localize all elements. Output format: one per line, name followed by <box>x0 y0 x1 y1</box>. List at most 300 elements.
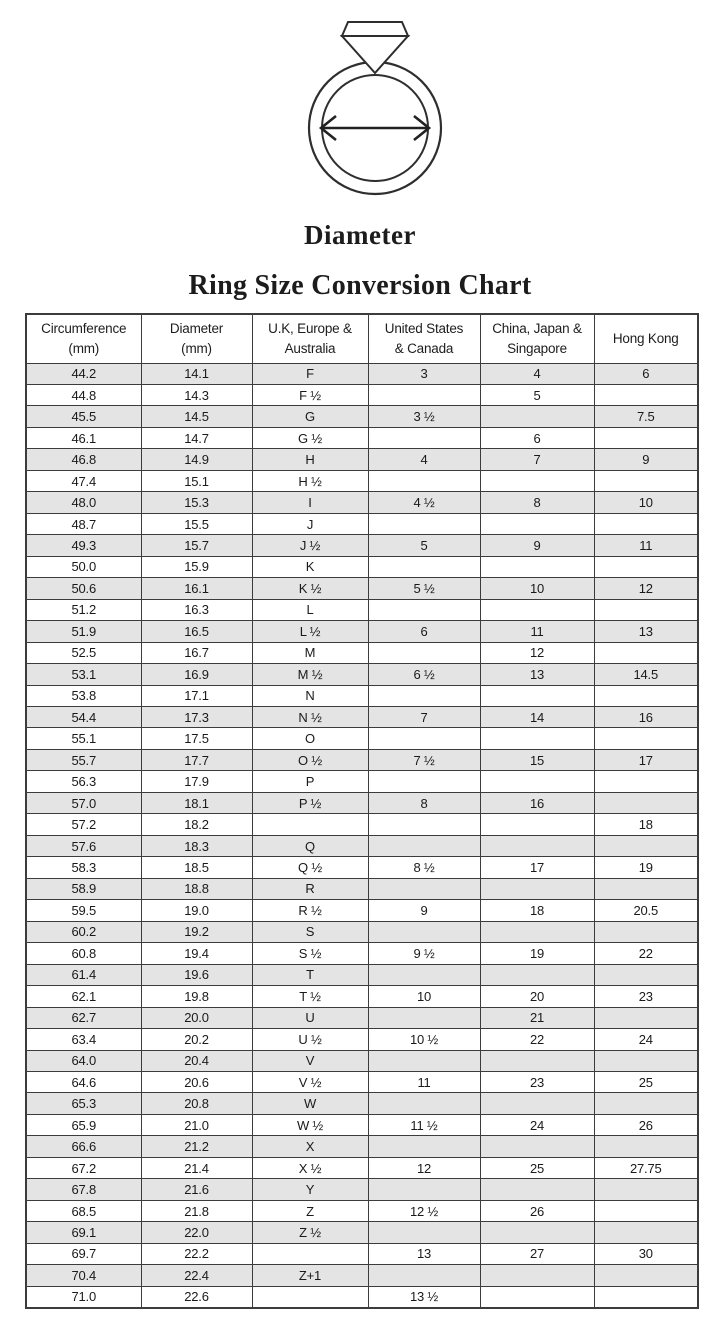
table-row <box>26 578 698 599</box>
table-cell: 15.5 <box>141 513 252 534</box>
table-cell <box>594 1179 698 1200</box>
table-cell: 14.5 <box>594 664 698 685</box>
table-cell: 6 ½ <box>368 664 480 685</box>
table-cell: 4 <box>480 363 594 384</box>
table-cell <box>480 835 594 856</box>
table-cell: 63.4 <box>26 1029 141 1050</box>
table-cell: 14.5 <box>141 406 252 427</box>
table-cell: 68.5 <box>26 1200 141 1221</box>
table-row <box>26 685 698 706</box>
table-cell: 64.6 <box>26 1071 141 1092</box>
table-cell: 19.0 <box>141 900 252 921</box>
table-cell <box>368 685 480 706</box>
table-cell: 18 <box>594 814 698 835</box>
table-cell: 13 <box>594 621 698 642</box>
table-cell: 20.8 <box>141 1093 252 1114</box>
table-cell: 20.6 <box>141 1071 252 1092</box>
table-cell: H <box>252 449 368 470</box>
table-cell: S ½ <box>252 943 368 964</box>
table-cell: 18.3 <box>141 835 252 856</box>
table-cell: M ½ <box>252 664 368 685</box>
table-cell <box>480 685 594 706</box>
table-cell <box>252 814 368 835</box>
table-row <box>26 1222 698 1243</box>
table-cell: 13 <box>368 1243 480 1264</box>
table-cell <box>480 814 594 835</box>
table-cell: 15.1 <box>141 470 252 491</box>
table-cell: 13 ½ <box>368 1286 480 1307</box>
table-cell: P ½ <box>252 792 368 813</box>
table-cell <box>368 1179 480 1200</box>
table-cell: 7 <box>368 707 480 728</box>
table-cell: 9 <box>368 900 480 921</box>
table-cell <box>368 1050 480 1071</box>
table-cell: S <box>252 921 368 942</box>
table-cell: H ½ <box>252 470 368 491</box>
table-cell: 22 <box>480 1029 594 1050</box>
table-cell: 58.9 <box>26 878 141 899</box>
table-cell: 52.5 <box>26 642 141 663</box>
table-cell <box>480 599 594 620</box>
table-cell: 12 <box>368 1157 480 1178</box>
table-cell <box>480 556 594 577</box>
table-row <box>26 986 698 1007</box>
table-cell <box>368 1007 480 1028</box>
table-row <box>26 814 698 835</box>
table-row <box>26 492 698 513</box>
conversion-table <box>25 313 699 1309</box>
table-cell: 21.6 <box>141 1179 252 1200</box>
table-row <box>26 749 698 770</box>
table-cell: 18.5 <box>141 857 252 878</box>
table-cell <box>594 728 698 749</box>
table-cell: 11 <box>368 1071 480 1092</box>
table-cell <box>480 1136 594 1157</box>
table-cell <box>480 1179 594 1200</box>
table-cell <box>594 1093 698 1114</box>
table-cell: U <box>252 1007 368 1028</box>
table-cell: 59.5 <box>26 900 141 921</box>
table-cell: W ½ <box>252 1114 368 1135</box>
table-row <box>26 921 698 942</box>
table-cell: K <box>252 556 368 577</box>
table-cell <box>252 1243 368 1264</box>
table-cell: 10 <box>368 986 480 1007</box>
table-cell: G <box>252 406 368 427</box>
table-cell: 45.5 <box>26 406 141 427</box>
table-cell: 25 <box>594 1071 698 1092</box>
table-cell <box>480 1222 594 1243</box>
table-cell <box>368 964 480 985</box>
table-cell: 17 <box>480 857 594 878</box>
table-row <box>26 449 698 470</box>
table-cell: 18.1 <box>141 792 252 813</box>
table-cell: 21.0 <box>141 1114 252 1135</box>
table-cell <box>368 728 480 749</box>
table-cell <box>594 792 698 813</box>
column-header: United States & Canada <box>368 314 480 363</box>
table-cell: 44.2 <box>26 363 141 384</box>
table-cell: G ½ <box>252 427 368 448</box>
column-header: Diameter (mm) <box>141 314 252 363</box>
table-cell: 4 ½ <box>368 492 480 513</box>
table-cell: 12 <box>480 642 594 663</box>
table-cell: 65.3 <box>26 1093 141 1114</box>
table-cell: 17.3 <box>141 707 252 728</box>
table-cell <box>368 814 480 835</box>
table-cell: T ½ <box>252 986 368 1007</box>
table-cell: 26 <box>594 1114 698 1135</box>
table-cell: M <box>252 642 368 663</box>
table-row <box>26 1114 698 1135</box>
table-cell: 14 <box>480 707 594 728</box>
table-cell: 17.1 <box>141 685 252 706</box>
table-cell: T <box>252 964 368 985</box>
table-cell <box>594 642 698 663</box>
table-row <box>26 1157 698 1178</box>
table-cell: 21 <box>480 1007 594 1028</box>
table-row <box>26 1007 698 1028</box>
table-cell: V ½ <box>252 1071 368 1092</box>
table-cell: 55.1 <box>26 728 141 749</box>
table-cell: 12 ½ <box>368 1200 480 1221</box>
table-cell: 60.2 <box>26 921 141 942</box>
table-cell: Z ½ <box>252 1222 368 1243</box>
table-cell <box>594 1265 698 1286</box>
table-cell: 49.3 <box>26 535 141 556</box>
table-row <box>26 556 698 577</box>
table-cell: 48.0 <box>26 492 141 513</box>
table-row <box>26 513 698 534</box>
table-cell: 53.8 <box>26 685 141 706</box>
table-cell: 16.3 <box>141 599 252 620</box>
table-row <box>26 470 698 491</box>
table-cell: 15.7 <box>141 535 252 556</box>
diameter-caption: Diameter <box>304 220 416 250</box>
table-cell <box>594 599 698 620</box>
table-header <box>26 314 698 363</box>
table-cell: Y <box>252 1179 368 1200</box>
table-row <box>26 535 698 556</box>
table-cell: 67.2 <box>26 1157 141 1178</box>
page-title: Ring Size Conversion Chart <box>188 270 532 301</box>
table-cell: 10 <box>594 492 698 513</box>
table-cell: 14.1 <box>141 363 252 384</box>
table-cell: 44.8 <box>26 384 141 405</box>
table-cell: 30 <box>594 1243 698 1264</box>
table-cell: 64.0 <box>26 1050 141 1071</box>
table-cell: 57.0 <box>26 792 141 813</box>
table-cell: 46.1 <box>26 427 141 448</box>
table-cell: L <box>252 599 368 620</box>
table-cell: Q <box>252 835 368 856</box>
table-cell: 18.2 <box>141 814 252 835</box>
table-row <box>26 427 698 448</box>
table-cell: K ½ <box>252 578 368 599</box>
table-row <box>26 1136 698 1157</box>
table-cell: 20 <box>480 986 594 1007</box>
table-row <box>26 406 698 427</box>
table-cell: R ½ <box>252 900 368 921</box>
table-cell <box>368 835 480 856</box>
table-cell: 27.75 <box>594 1157 698 1178</box>
table-cell: 20.0 <box>141 1007 252 1028</box>
table-row <box>26 1265 698 1286</box>
table-cell <box>480 1050 594 1071</box>
table-row <box>26 664 698 685</box>
table-cell: 8 ½ <box>368 857 480 878</box>
table-cell: 22 <box>594 943 698 964</box>
table-cell: 69.1 <box>26 1222 141 1243</box>
table-row <box>26 878 698 899</box>
table-cell: O <box>252 728 368 749</box>
table-cell: 57.6 <box>26 835 141 856</box>
diamond-table-facet <box>342 22 408 36</box>
table-cell <box>480 406 594 427</box>
table-cell: 11 ½ <box>368 1114 480 1135</box>
table-cell: 11 <box>480 621 594 642</box>
table-cell: 62.1 <box>26 986 141 1007</box>
table-row <box>26 900 698 921</box>
table-cell: J <box>252 513 368 534</box>
table-cell: 16 <box>480 792 594 813</box>
table-cell <box>594 921 698 942</box>
table-cell: 5 <box>480 384 594 405</box>
table-cell: 17.5 <box>141 728 252 749</box>
table-cell <box>594 1200 698 1221</box>
table-cell: 20.4 <box>141 1050 252 1071</box>
table-cell: 17.7 <box>141 749 252 770</box>
table-cell: 19.6 <box>141 964 252 985</box>
table-cell <box>594 1007 698 1028</box>
table-cell <box>368 599 480 620</box>
column-header: Circumference (mm) <box>26 314 141 363</box>
table-cell: 20.5 <box>594 900 698 921</box>
table-cell <box>368 427 480 448</box>
table-cell: 60.8 <box>26 943 141 964</box>
table-cell <box>368 771 480 792</box>
table-row <box>26 771 698 792</box>
table-row <box>26 857 698 878</box>
table-cell: 14.3 <box>141 384 252 405</box>
table-cell: 69.7 <box>26 1243 141 1264</box>
table-cell <box>594 427 698 448</box>
table-cell: 18 <box>480 900 594 921</box>
table-cell <box>368 384 480 405</box>
table-cell: Z+1 <box>252 1265 368 1286</box>
table-cell: W <box>252 1093 368 1114</box>
table-cell: 25 <box>480 1157 594 1178</box>
table-cell: 11 <box>594 535 698 556</box>
table-cell: 6 <box>480 427 594 448</box>
table-cell: 18.8 <box>141 878 252 899</box>
table-cell: 22.6 <box>141 1286 252 1307</box>
table-cell: 19.8 <box>141 986 252 1007</box>
table-row <box>26 1286 698 1307</box>
table-cell: 14.9 <box>141 449 252 470</box>
table-row <box>26 792 698 813</box>
column-header: U.K, Europe & Australia <box>252 314 368 363</box>
table-cell: F ½ <box>252 384 368 405</box>
table-cell: Q ½ <box>252 857 368 878</box>
column-header: China, Japan & Singapore <box>480 314 594 363</box>
table-cell: I <box>252 492 368 513</box>
table-cell: 17 <box>594 749 698 770</box>
table-cell: V <box>252 1050 368 1071</box>
table-cell: 50.0 <box>26 556 141 577</box>
table-cell: 7.5 <box>594 406 698 427</box>
table-cell: 7 ½ <box>368 749 480 770</box>
table-cell: 14.7 <box>141 427 252 448</box>
table-cell: 21.2 <box>141 1136 252 1157</box>
table-cell: 50.6 <box>26 578 141 599</box>
table-cell: 26 <box>480 1200 594 1221</box>
table-cell: 10 <box>480 578 594 599</box>
table-row <box>26 964 698 985</box>
table-cell <box>594 964 698 985</box>
table-cell: 6 <box>368 621 480 642</box>
table-cell: 23 <box>480 1071 594 1092</box>
table-cell: 57.2 <box>26 814 141 835</box>
table-cell: 24 <box>480 1114 594 1135</box>
table-cell: 62.7 <box>26 1007 141 1028</box>
table-cell: 71.0 <box>26 1286 141 1307</box>
table-cell <box>480 513 594 534</box>
table-cell: 27 <box>480 1243 594 1264</box>
table-cell <box>480 1286 594 1307</box>
table-cell <box>480 1093 594 1114</box>
table-cell: 4 <box>368 449 480 470</box>
table-cell: 21.4 <box>141 1157 252 1178</box>
table-cell <box>480 470 594 491</box>
table-cell <box>594 685 698 706</box>
table-cell: 16.9 <box>141 664 252 685</box>
table-cell: Z <box>252 1200 368 1221</box>
table-cell: 12 <box>594 578 698 599</box>
table-cell: 70.4 <box>26 1265 141 1286</box>
table-cell: 56.3 <box>26 771 141 792</box>
table-body <box>26 363 698 1308</box>
table-cell <box>594 878 698 899</box>
table-cell <box>368 470 480 491</box>
column-header: Hong Kong <box>594 314 698 363</box>
table-cell: 9 ½ <box>368 943 480 964</box>
table-cell: J ½ <box>252 535 368 556</box>
table-cell <box>480 964 594 985</box>
table-cell: 61.4 <box>26 964 141 985</box>
table-cell: 54.4 <box>26 707 141 728</box>
table-cell: 15.3 <box>141 492 252 513</box>
table-cell: 53.1 <box>26 664 141 685</box>
table-cell <box>594 835 698 856</box>
table-cell: 16.1 <box>141 578 252 599</box>
table-cell: 22.4 <box>141 1265 252 1286</box>
table-cell <box>368 1136 480 1157</box>
table-cell <box>594 1050 698 1071</box>
table-cell: N ½ <box>252 707 368 728</box>
table-cell: 17.9 <box>141 771 252 792</box>
table-row <box>26 384 698 405</box>
diamond-ring-icon <box>290 20 460 202</box>
table-cell: 9 <box>480 535 594 556</box>
table-cell: 3 ½ <box>368 406 480 427</box>
table-cell: 15.9 <box>141 556 252 577</box>
table-row <box>26 1243 698 1264</box>
table-row <box>26 1093 698 1114</box>
table-cell: 24 <box>594 1029 698 1050</box>
table-row <box>26 1050 698 1071</box>
table-cell: 20.2 <box>141 1029 252 1050</box>
header-row <box>26 314 698 363</box>
table-row <box>26 599 698 620</box>
table-cell: 8 <box>368 792 480 813</box>
table-cell <box>594 470 698 491</box>
table-cell: 23 <box>594 986 698 1007</box>
table-cell <box>252 1286 368 1307</box>
table-row <box>26 363 698 384</box>
table-row <box>26 1071 698 1092</box>
table-cell: 51.2 <box>26 599 141 620</box>
table-cell: 21.8 <box>141 1200 252 1221</box>
table-row <box>26 1200 698 1221</box>
table-cell <box>368 1222 480 1243</box>
table-cell: 16 <box>594 707 698 728</box>
table-cell <box>594 1222 698 1243</box>
table-row <box>26 943 698 964</box>
table-cell: R <box>252 878 368 899</box>
table-cell: 19 <box>594 857 698 878</box>
table-cell <box>368 513 480 534</box>
table-cell: 66.6 <box>26 1136 141 1157</box>
table-cell: 3 <box>368 363 480 384</box>
table-cell <box>594 556 698 577</box>
table-cell: 58.3 <box>26 857 141 878</box>
table-row <box>26 707 698 728</box>
table-cell <box>480 921 594 942</box>
table-cell: 8 <box>480 492 594 513</box>
table-cell: 9 <box>594 449 698 470</box>
table-cell <box>594 384 698 405</box>
table-cell <box>368 1093 480 1114</box>
table-cell: 47.4 <box>26 470 141 491</box>
table-cell: 16.7 <box>141 642 252 663</box>
table-cell: 6 <box>594 363 698 384</box>
table-cell <box>594 513 698 534</box>
table-cell: 22.2 <box>141 1243 252 1264</box>
table-row <box>26 621 698 642</box>
table-cell: 22.0 <box>141 1222 252 1243</box>
table-cell: L ½ <box>252 621 368 642</box>
table-cell <box>368 642 480 663</box>
table-row <box>26 728 698 749</box>
table-cell: 19.2 <box>141 921 252 942</box>
table-cell <box>368 1265 480 1286</box>
table-cell: N <box>252 685 368 706</box>
table-row <box>26 1029 698 1050</box>
table-cell <box>594 1136 698 1157</box>
table-cell <box>368 878 480 899</box>
table-cell: 46.8 <box>26 449 141 470</box>
table-cell: 19 <box>480 943 594 964</box>
table-cell <box>480 1265 594 1286</box>
table-cell: 19.4 <box>141 943 252 964</box>
table-cell <box>594 1286 698 1307</box>
table-cell: P <box>252 771 368 792</box>
table-cell: 16.5 <box>141 621 252 642</box>
table-cell <box>480 728 594 749</box>
table-cell: 67.8 <box>26 1179 141 1200</box>
table-row <box>26 1179 698 1200</box>
